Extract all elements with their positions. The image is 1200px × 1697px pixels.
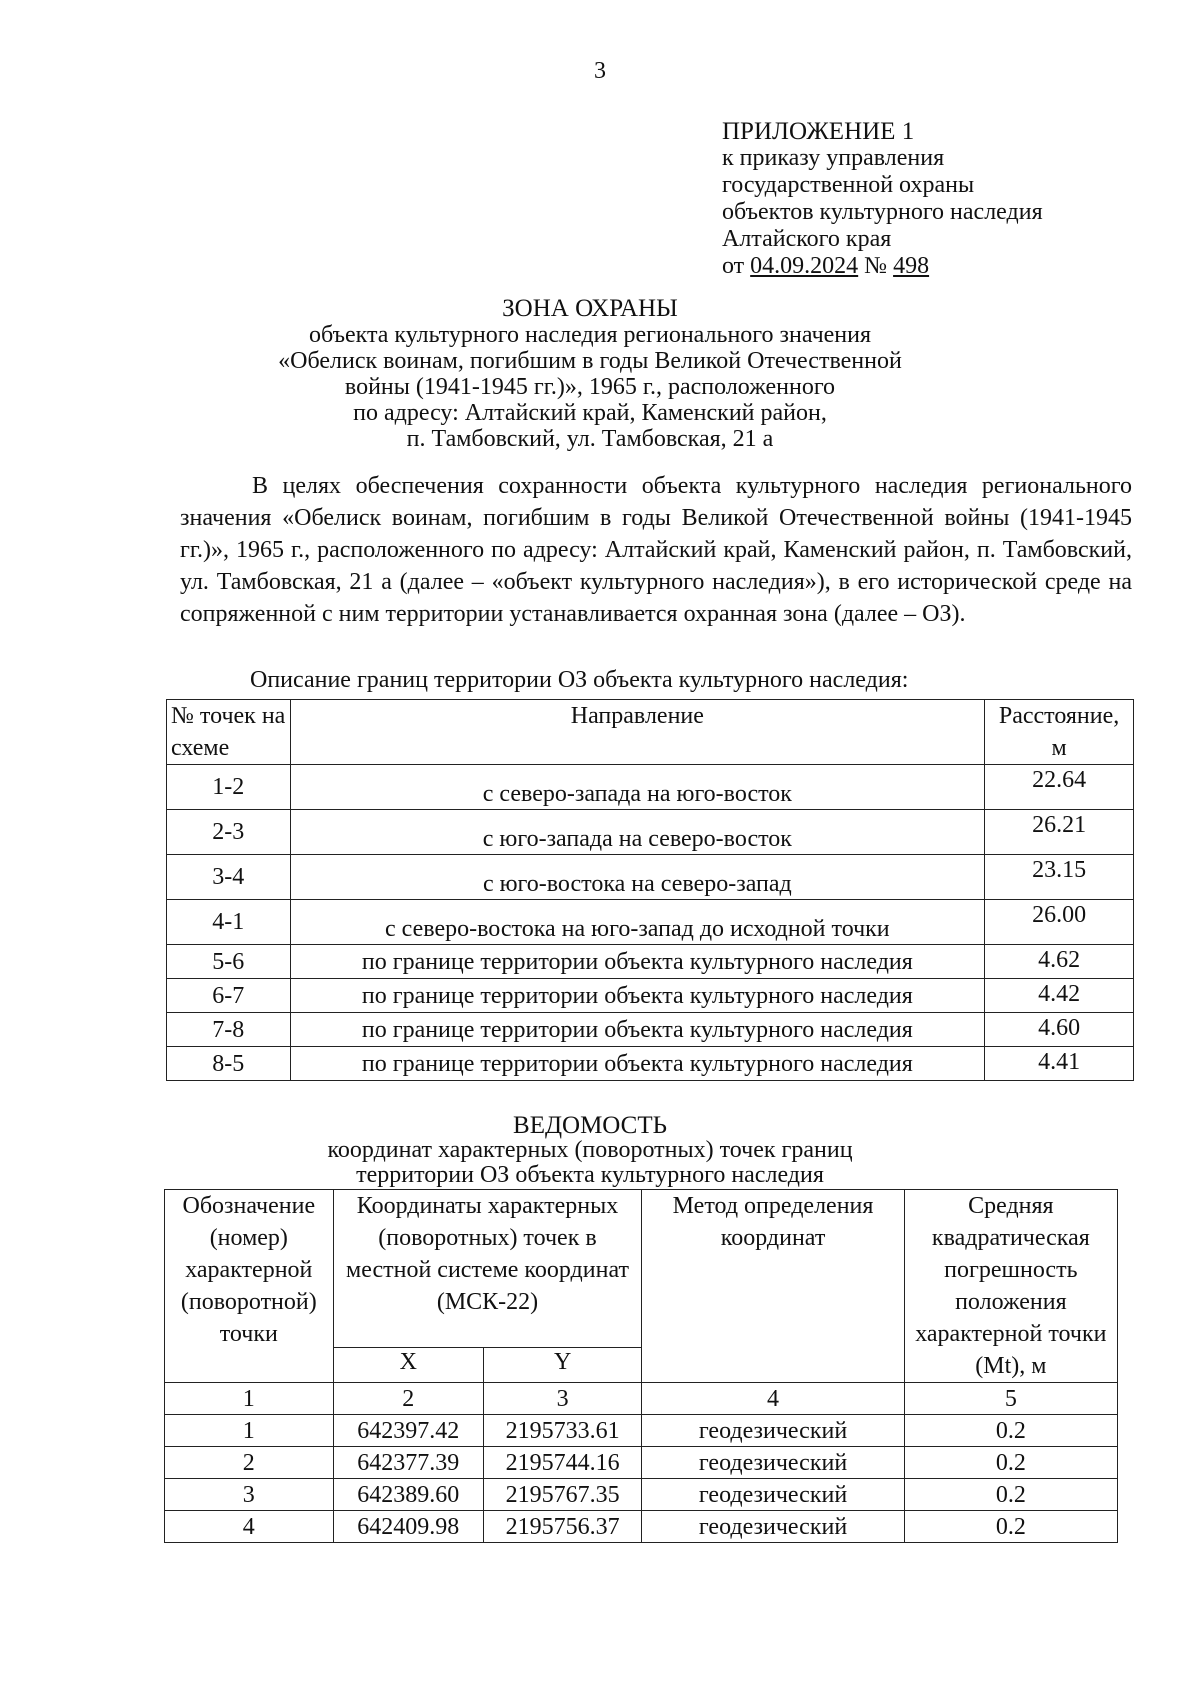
cell-distance: 4.60 [985, 1013, 1134, 1047]
column-number-row [165, 1383, 1118, 1415]
appendix-title: ПРИЛОЖЕНИЕ 1 [722, 118, 915, 145]
column-number: 2 [333, 1383, 483, 1415]
coordinates-table [164, 1189, 1118, 1543]
table-row [167, 855, 1134, 900]
column-number: 4 [642, 1383, 904, 1415]
appendix-block [722, 118, 1162, 280]
table-row [165, 1447, 1118, 1479]
boundaries-caption: Описание границ территории ОЗ объекта культурного наследия: [250, 667, 909, 693]
table-header-row [167, 700, 1134, 765]
header-direction: Направление [290, 700, 985, 765]
cell-points: 3-4 [167, 855, 291, 900]
cell-y: 2195733.61 [483, 1415, 641, 1447]
appendix-line: государственной охраны [722, 172, 975, 198]
cell-x: 642377.39 [333, 1447, 483, 1479]
table-row [167, 979, 1134, 1013]
cell-method: геодезический [642, 1479, 904, 1511]
table-row [165, 1479, 1118, 1511]
header-coordinates: Координаты характерных (поворотных) точек в местной системе координат (МСК-22) [333, 1190, 642, 1348]
cell-direction: с юго-запада на северо-восток [290, 810, 985, 855]
cell-distance: 23.15 [985, 855, 1134, 900]
header-method: Метод определения координат [642, 1190, 904, 1383]
table-row [167, 1013, 1134, 1047]
vedomost-title: ВЕДОМОСТЬ [513, 1112, 667, 1139]
vedomost-title-line: территории ОЗ объекта культурного наследия [356, 1162, 824, 1188]
cell-distance: 26.00 [985, 900, 1134, 945]
cell-point: 1 [165, 1415, 334, 1447]
table-row [165, 1511, 1118, 1543]
cell-points: 4-1 [167, 900, 291, 945]
header-distance: Расстояние, м [985, 700, 1134, 765]
cell-distance: 22.64 [985, 765, 1134, 810]
header-x: X [333, 1347, 483, 1382]
cell-direction: с северо-востока на юго-запад до исходной точки [290, 900, 985, 945]
cell-y: 2195744.16 [483, 1447, 641, 1479]
table-row [167, 810, 1134, 855]
cell-point: 3 [165, 1479, 334, 1511]
table-row [167, 945, 1134, 979]
cell-x: 642389.60 [333, 1479, 483, 1511]
cell-error: 0.2 [904, 1479, 1117, 1511]
cell-points: 5-6 [167, 945, 291, 979]
cell-direction: по границе территории объекта культурного наследия [290, 1047, 985, 1081]
cell-points: 1-2 [167, 765, 291, 810]
cell-points: 8-5 [167, 1047, 291, 1081]
zone-title-line: войны (1941-1945 гг.)», 1965 г., расположенного [344, 374, 836, 400]
cell-direction: по границе территории объекта культурного наследия [290, 979, 985, 1013]
table-header-row [165, 1190, 1118, 1348]
cell-x: 642409.98 [333, 1511, 483, 1543]
cell-direction: по границе территории объекта культурного наследия [290, 945, 985, 979]
cell-error: 0.2 [904, 1511, 1117, 1543]
cell-point: 2 [165, 1447, 334, 1479]
zone-title-line: п. Тамбовский, ул. Тамбовская, 21 а [406, 426, 774, 452]
cell-distance: 4.41 [985, 1047, 1134, 1081]
cell-points: 7-8 [167, 1013, 291, 1047]
table-row [167, 1047, 1134, 1081]
zone-title: ЗОНА ОХРАНЫ [502, 295, 678, 322]
cell-method: геодезический [642, 1511, 904, 1543]
cell-method: геодезический [642, 1447, 904, 1479]
header-designation: Обозначение (номер) характерной (поворотной) точки [165, 1190, 334, 1383]
cell-error: 0.2 [904, 1415, 1117, 1447]
cell-y: 2195756.37 [483, 1511, 641, 1543]
cell-x: 642397.42 [333, 1415, 483, 1447]
cell-distance: 4.62 [985, 945, 1134, 979]
cell-direction: по границе территории объекта культурного наследия [290, 1013, 985, 1047]
order-number: 498 [893, 253, 930, 279]
appendix-date-line [722, 253, 1162, 280]
cell-error: 0.2 [904, 1447, 1117, 1479]
table-row [167, 900, 1134, 945]
cell-direction: с юго-востока на северо-запад [290, 855, 985, 900]
vedomost-title-line: координат характерных (поворотных) точек границ [327, 1137, 853, 1163]
header-error: Средняя квадратическая погрешность положения характерной точки (Mt), м [904, 1190, 1117, 1383]
column-number: 5 [904, 1383, 1117, 1415]
cell-direction: с северо-запада на юго-восток [290, 765, 985, 810]
table-row [167, 765, 1134, 810]
appendix-line: к приказу управления [722, 145, 945, 171]
page-number: 3 [594, 58, 606, 84]
column-number: 1 [165, 1383, 334, 1415]
appendix-line: объектов культурного наследия [722, 199, 1043, 225]
order-date: 04.09.2024 [750, 253, 859, 279]
zone-title-block [160, 296, 1020, 452]
zone-title-line: «Обелиск воинам, погибшим в годы Великой Отечественной [278, 348, 902, 374]
number-sign: № [864, 253, 888, 279]
cell-y: 2195767.35 [483, 1479, 641, 1511]
zone-title-line: объекта культурного наследия регионального значения [308, 322, 872, 348]
header-y: Y [483, 1347, 641, 1382]
cell-distance: 26.21 [985, 810, 1134, 855]
column-number: 3 [483, 1383, 641, 1415]
cell-points: 2-3 [167, 810, 291, 855]
cell-distance: 4.42 [985, 979, 1134, 1013]
cell-method: геодезический [642, 1415, 904, 1447]
cell-point: 4 [165, 1511, 334, 1543]
cell-points: 6-7 [167, 979, 291, 1013]
appendix-line: Алтайского края [722, 226, 892, 252]
boundaries-table [166, 699, 1134, 1081]
zone-title-line: по адресу: Алтайский край, Каменский район, [353, 400, 827, 426]
header-points: № точек на схеме [167, 700, 291, 765]
vedomost-title-block [160, 1113, 1020, 1188]
date-prefix: от [722, 253, 745, 279]
table-row [165, 1415, 1118, 1447]
intro-paragraph: В целях обеспечения сохранности объекта культурного наследия регионального значения «Обелиск воинам, погибшим в годы Великой Отечественной войны (1941-1945 гг.)», 1965 г., расположенного по адресу: Алтайский край, Каменский район, п. Тамбовский, ул. Тамбовская, 21 а (далее – «объект культурного наследия»), в его исторической среде на сопряженной с ним территории устанавливается охранная зона (далее – ОЗ). [180, 473, 1132, 627]
